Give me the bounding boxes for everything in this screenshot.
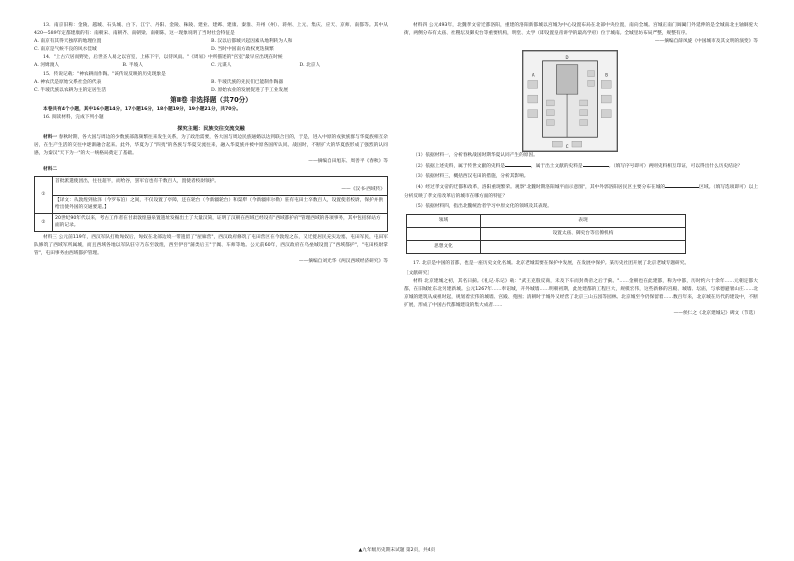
option-d: D. 当时中国南方政权更迭频繁 [211, 47, 274, 53]
material-2-table [34, 176, 388, 232]
answer-blank[interactable] [665, 183, 699, 188]
option-a: A. 神农氏是原始父系社会的代表 [34, 79, 102, 85]
part2-title: 第Ⅱ卷 非选择题（共70分） [170, 95, 252, 104]
material-beijing-source: ——侯仁之《北京建城记》碑文（节选） [673, 311, 758, 317]
material-1-source: ——摘编自田旭东、周善平《春秋》等 [308, 159, 388, 165]
culture-table [406, 214, 686, 254]
table-header: 领域 [407, 214, 481, 227]
material-3: 材料三 公元前119年，西汉军队打败匈奴后，匈奴在北部边境一带遗留了"屋廊营"，西汉政府修筑了屯田营区在今敦煌之东，又迁徙居民充实边塞，屯田军民，屯田军队修筑了西域军所属城，而且西域各地以军队驻守乃东至敦煌，西至伊吾"蒲类后王"于阗、车师等地。公元前60年，西汉政府在乌垒城设置了"西域都护"，"屯田校尉掌管"，屯田事务由西域都护管理。 [34, 234, 388, 257]
material-2-original-source: ——《汉书·西域传》 [341, 187, 385, 192]
question-13-stem: 13．南京旧称：金陵、越城、石头城、白下、江宁、丹阳、金陵、秣陵、建业、建邺、建康、秦淮、升州（州）、蒋州、上元、集庆、应天、京师、南都等。其中从420—589年定都建康的有：南朝宋、南朝齐、南朝梁、南朝陈，这一现象说明了当时社会特征是 [34, 23, 388, 37]
table-cell: 思想文化 [407, 240, 481, 253]
left-column [34, 22, 388, 266]
svg-text:C: C [565, 144, 569, 150]
table-cell: 设置太庙、御史台等官僚机构 [480, 227, 685, 240]
part2-note: 本卷共有4个小题，其中16小题14分，17小题16分，18小题19分，19小题21分，共70分。 [43, 106, 241, 112]
material-1-text: 春秋时期，各大国与周边的少数族部落频繁往来发生关系，为了政治需要，各大国与周边民族通婚以达到联合目的，于是，进入中原的戎狄族群与华夏族相互杂居，在生产生活的交往中逐渐融合起来。此外，华夏为了"四夷"的各族与华夏交流往来，融入华夏族并被中原各国所认同。战国时，不断扩大的华夏族形成了强烈的认同感，为秦汉"天下为一"的大一统格局奠定了基础。 [34, 135, 388, 157]
option-b: B. 半坡氏族的先民们已能制作陶器 [211, 79, 284, 85]
page-footer: ▲九年级历史期末试题 第2页，共4页 [358, 548, 436, 553]
research-theme: 探究主题：民族交往交流交融 [177, 126, 245, 133]
option-b: B. 汉以后都城兴起因素从地利转为人和 [211, 39, 293, 45]
material-2-translation: 【译文：从敦煌到盐泽（今罗布泊）之间，不仅设置了亭障，还在轮台（今新疆轮台）和渠犁（今新疆库尔勒）驻有屯田士卒数百人，设置使者校尉，保护并供给出使外国的交通要道。】 [53, 195, 388, 213]
row-number: ② [35, 213, 53, 231]
question-16-5: （5）依据材料四，指出北魏统治者学习中原文化的领域及其表现。 [413, 203, 552, 209]
option-c: C. 半坡氏族以农耕为主的定居生活 [34, 87, 107, 93]
option-d: D. 北京人 [299, 63, 321, 69]
map-area [404, 46, 758, 152]
question-15-stem: 15．传说记载："神农耕而作陶。"该传说反映的历史现象是 [43, 71, 166, 77]
row-number: ① [35, 177, 53, 213]
question-13-options-row2 [34, 46, 388, 54]
svg-text:D: D [565, 55, 569, 61]
question-13-options-row1 [34, 38, 388, 46]
option-a: A. 河姆渡人 [34, 63, 60, 69]
material-2-label: 材料二 [43, 167, 58, 173]
question-17-stem: 17. 北京是中国的首都，也是一座历史文化名城。北京老城需要在保护中发展，在发展中保护。某历史社团开展了北京老城专题研究。 [413, 260, 690, 266]
right-column [404, 22, 758, 318]
material-1 [34, 134, 388, 158]
svg-text:B: B [605, 72, 608, 78]
material-1-label: 材料一 [43, 135, 58, 141]
option-c: C. 南京是气候不良的风水佳城 [34, 47, 97, 53]
svg-text:A: A [531, 72, 535, 78]
material-2-archaeology: 20世纪90年代以来，考古工作者在甘肃敦煌悬泉置遗址发掘出土了大量汉简，证明了汉朝在西域已经设有"西域都护府"管理西域的各项事务，其中包括驿站方面的记录。 [53, 213, 388, 231]
material-2-original [53, 177, 388, 195]
question-16-intro: 16. 阅读材料，完成下列小题 [43, 114, 104, 120]
question-15-options-row1 [34, 79, 388, 87]
question-16-1: （1）依据材料一，分析春秋战国时期华夏认同产生的原因。 [413, 153, 538, 159]
answer-blank[interactable] [505, 162, 531, 167]
question-14-stem: 14．"上古穴居而野处，后世圣人易之以宫室，上栋下宇，以待风雨。"《周易》中所描述的"宫室"最早应出现在时候 [43, 55, 283, 61]
material-4-source: ——摘编自薛凤旋《中国城市及其文明的演变》等 [654, 39, 758, 45]
option-c: C. 元谋人 [211, 63, 232, 69]
answer-blank[interactable] [583, 162, 609, 167]
luoyang-city-map [522, 50, 618, 152]
question-16-2: （2）依据上述史料，属于传世文献的史料是 ，属于出土文献的史料是 。（填写序号即可）两则史料相互印证，可以得出什么历史结论？ [413, 164, 743, 170]
question-14-options [34, 62, 388, 70]
material-3-source: ——摘编自刘光华《两汉西域经济研究》等 [298, 259, 388, 265]
material-beijing: 材料 北京建城之初，其名曰蓟。《礼记·乐记》载："武王克殷反商，未及下车而封黄帝之后于蓟。"……金朝也在此建都，称为中都，历时约六十余年……元朝定都大都，在旧城址东北另建新城。公元1267年……奉诏城，开外城墙……明朝初期，此处建都的工程巨大，规模宏伟，这些新修的宫殿、城墙、坛庙，与承德避暑山庄……北京城的建筑从成祖时起，规划着宏伟的城墙、宫殿、苑囿；清朝时于城外又经营了北京三山五园等园林。北京城至今仍保留着……数百年来，北京城在历代的建设中，不断扩展，形成了中国古代都城建设的集大成者…… [404, 278, 758, 309]
option-d: D. 原始农业的发展促进了手工业发展 [211, 87, 288, 93]
table-cell[interactable] [480, 240, 685, 253]
material-2-original-text: 首批派遣使团出，往往超半，而给谷，罢军官也有千数百人，置使者校尉领护。 [55, 179, 220, 185]
table-cell[interactable] [407, 227, 481, 240]
option-a: A. 南京有其得天独厚的地理位置 [34, 39, 102, 45]
question-16-3: （3）依据材料三，概括西汉屯田的措施，分析其影响。 [413, 174, 529, 180]
option-b: B. 半坡人 [122, 63, 143, 69]
question-16-4: （4）经过孝文帝的迁都和改革，洛阳重现繁荣。观察"北魏时期洛阳城平面示意图"，其中外郭洛阳居民区主要分布在城的 区域。（填写选项即可）以上分析反映了孝文帝改革后的城市在哪方面的特征？ [404, 185, 759, 199]
table-header: 表现 [480, 214, 685, 227]
question-15-options-row2 [34, 87, 388, 95]
research-heading: ［文献研究］ [404, 270, 433, 276]
material-4: 材料四 公元493年，北魏孝文帝迁都洛阳，重建的洛阳新都城以宫城为中心设置布局在北部中央位置，南向全城。宫城正南门阊阖门外延伸的是全城南北主轴铜驼大街，两侧分布有太庙、社稷坛及御史台等重要机构，明堂、太学（即设置皇帝讲学的最高学府）位于城南。全城里坊布局严整，规整有序。 [404, 23, 758, 37]
